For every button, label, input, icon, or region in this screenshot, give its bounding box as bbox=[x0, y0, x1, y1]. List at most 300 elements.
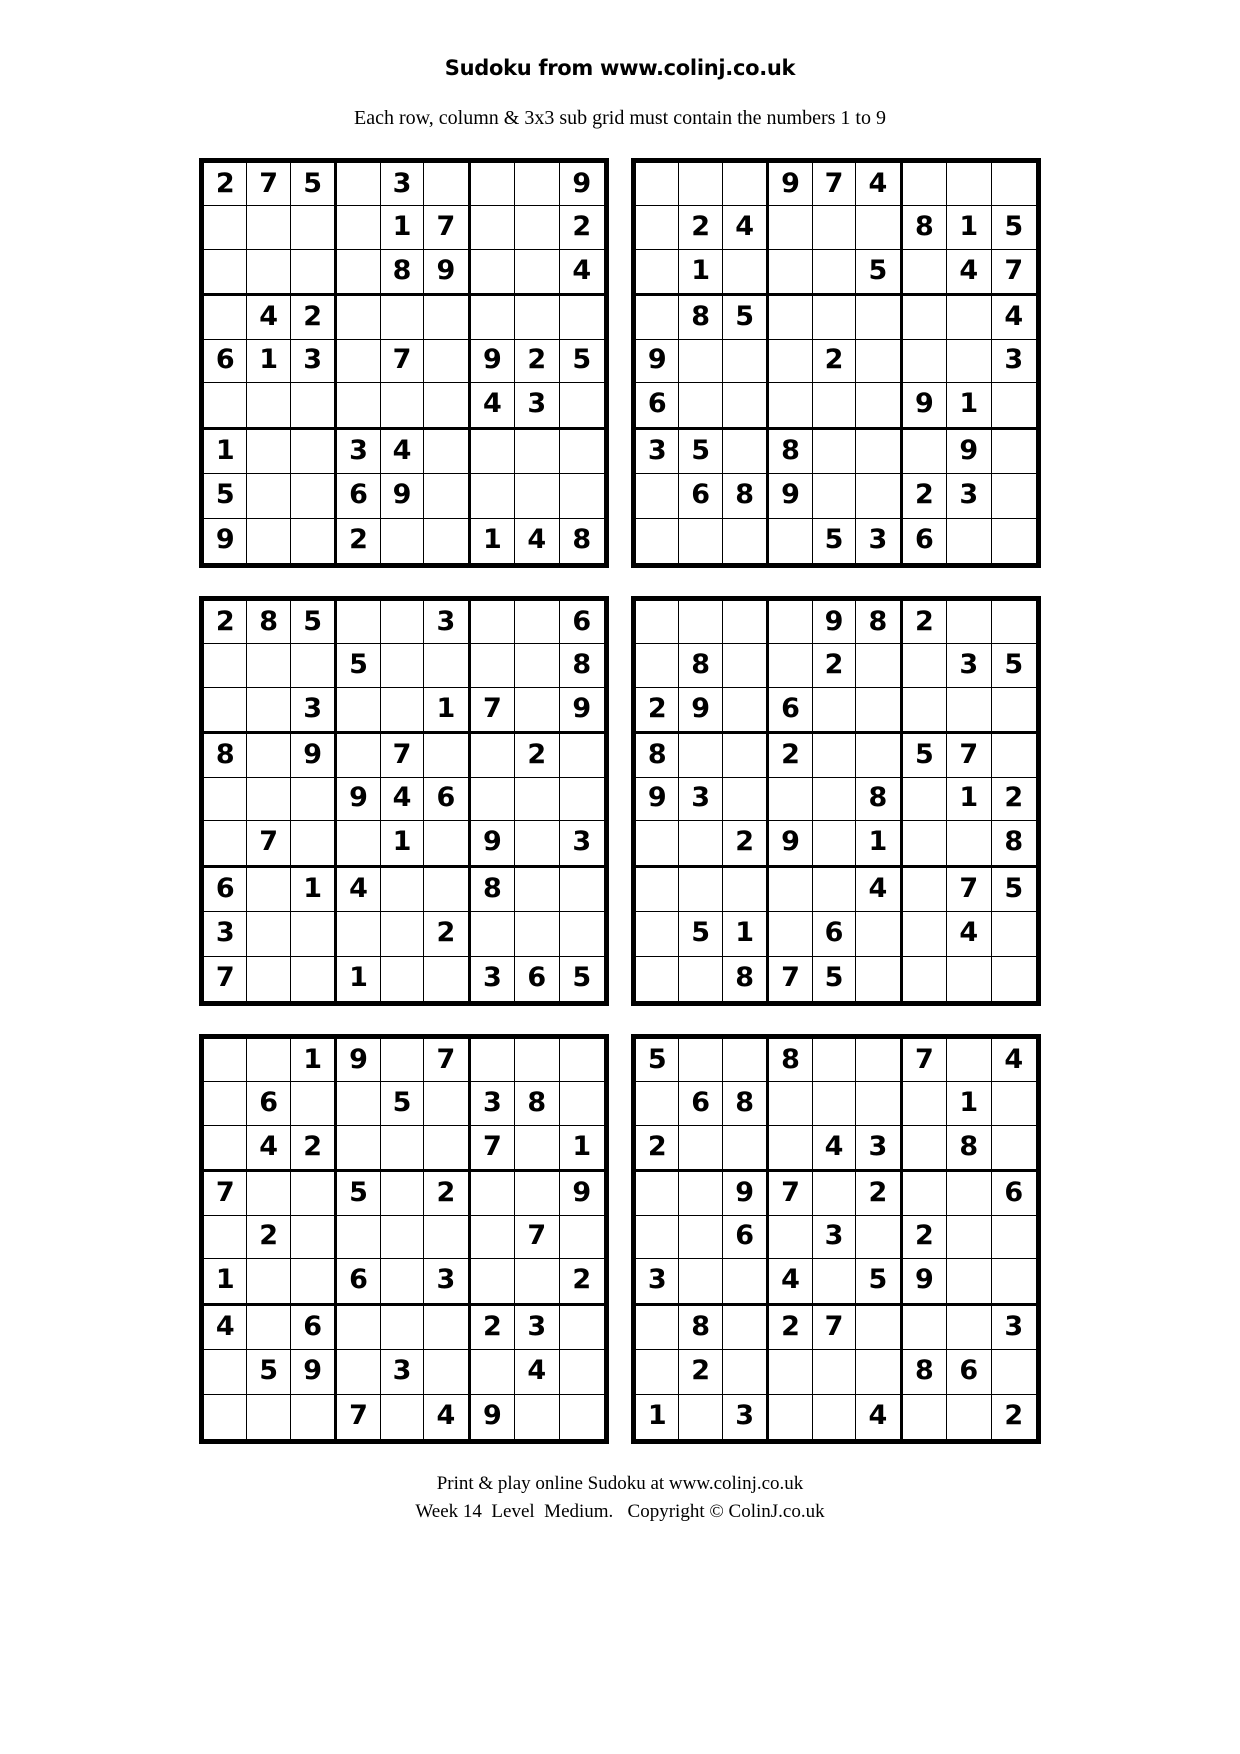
sudoku-cell[interactable]: 2 bbox=[903, 1216, 947, 1259]
sudoku-cell[interactable]: 9 bbox=[471, 340, 515, 383]
sudoku-cell[interactable]: 2 bbox=[515, 734, 559, 777]
sudoku-cell[interactable]: 6 bbox=[723, 1216, 766, 1259]
sudoku-cell[interactable] bbox=[679, 1172, 722, 1215]
sudoku-cell[interactable] bbox=[560, 868, 604, 912]
sudoku-cell[interactable]: 3 bbox=[303, 693, 322, 725]
sudoku-cell[interactable]: 8 bbox=[515, 1082, 559, 1125]
sudoku-cell[interactable]: 4 bbox=[436, 1400, 456, 1432]
sudoku-cell[interactable] bbox=[424, 340, 467, 383]
sudoku-cell[interactable] bbox=[515, 206, 559, 249]
sudoku-cell[interactable] bbox=[903, 821, 947, 864]
sudoku-cell[interactable]: 1 bbox=[204, 430, 247, 474]
sudoku-cell[interactable] bbox=[947, 601, 991, 644]
sudoku-cell[interactable]: 7 bbox=[247, 821, 290, 864]
sudoku-cell[interactable]: 5 bbox=[868, 1264, 888, 1296]
sudoku-cell[interactable] bbox=[679, 383, 722, 426]
sudoku-cell[interactable] bbox=[471, 734, 515, 777]
sudoku-cell[interactable] bbox=[560, 1350, 604, 1394]
sudoku-cell[interactable]: 2 bbox=[572, 1264, 592, 1296]
sudoku-cell[interactable]: 5 bbox=[560, 340, 604, 383]
sudoku-cell[interactable] bbox=[471, 163, 515, 206]
sudoku-cell[interactable] bbox=[204, 1126, 247, 1169]
sudoku-cell[interactable] bbox=[679, 821, 722, 864]
sudoku-cell[interactable] bbox=[471, 1350, 515, 1394]
sudoku-cell[interactable] bbox=[679, 340, 722, 383]
sudoku-cell[interactable] bbox=[247, 206, 290, 249]
sudoku-cell[interactable]: 4 bbox=[947, 250, 991, 293]
sudoku-cell[interactable] bbox=[291, 1082, 334, 1125]
sudoku-cell[interactable] bbox=[723, 340, 766, 383]
sudoku-cell[interactable] bbox=[291, 1172, 334, 1215]
sudoku-cell[interactable] bbox=[947, 1039, 991, 1082]
sudoku-cell[interactable] bbox=[515, 644, 559, 687]
sudoku-cell[interactable] bbox=[424, 1306, 467, 1350]
sudoku-cell[interactable] bbox=[903, 912, 947, 956]
sudoku-cell[interactable]: 7 bbox=[337, 1395, 380, 1439]
sudoku-cell[interactable] bbox=[903, 296, 947, 339]
sudoku-cell[interactable] bbox=[679, 1395, 722, 1439]
sudoku-cell[interactable] bbox=[636, 250, 679, 293]
sudoku-cell[interactable] bbox=[856, 296, 899, 339]
sudoku-cell[interactable]: 3 bbox=[572, 826, 592, 858]
sudoku-cell[interactable] bbox=[471, 601, 515, 644]
sudoku-cell[interactable]: 1 bbox=[947, 383, 991, 426]
sudoku-cell[interactable] bbox=[204, 1039, 247, 1082]
sudoku-cell[interactable] bbox=[337, 1350, 380, 1394]
sudoku-cell[interactable] bbox=[337, 734, 380, 777]
sudoku-cell[interactable] bbox=[247, 430, 290, 474]
sudoku-cell[interactable] bbox=[204, 250, 247, 293]
sudoku-cell[interactable] bbox=[515, 688, 559, 731]
sudoku-cell[interactable]: 9 bbox=[769, 163, 812, 206]
sudoku-cell[interactable]: 9 bbox=[769, 474, 812, 518]
sudoku-cell[interactable] bbox=[903, 1126, 947, 1169]
sudoku-cell[interactable] bbox=[381, 1395, 424, 1439]
sudoku-cell[interactable]: 7 bbox=[424, 1039, 467, 1082]
sudoku-cell[interactable]: 5 bbox=[337, 1172, 380, 1215]
sudoku-cell[interactable] bbox=[337, 688, 380, 731]
sudoku-cell[interactable]: 4 bbox=[381, 430, 424, 474]
sudoku-cell[interactable]: 8 bbox=[735, 962, 754, 994]
sudoku-cell[interactable] bbox=[337, 340, 380, 383]
sudoku-cell[interactable]: 4 bbox=[856, 868, 899, 912]
sudoku-cell[interactable] bbox=[247, 778, 290, 821]
sudoku-cell[interactable] bbox=[204, 778, 247, 821]
sudoku-cell[interactable]: 2 bbox=[560, 206, 604, 249]
sudoku-cell[interactable]: 6 bbox=[560, 601, 604, 644]
sudoku-cell[interactable] bbox=[381, 644, 424, 687]
sudoku-cell[interactable] bbox=[813, 430, 856, 474]
sudoku-cell[interactable]: 1 bbox=[471, 519, 515, 563]
sudoku-cell[interactable]: 4 bbox=[947, 912, 991, 956]
sudoku-cell[interactable] bbox=[471, 430, 515, 474]
sudoku-cell[interactable]: 7 bbox=[204, 1172, 247, 1215]
sudoku-cell[interactable]: 8 bbox=[1004, 826, 1024, 858]
sudoku-cell[interactable] bbox=[636, 912, 679, 956]
sudoku-cell[interactable]: 5 bbox=[291, 601, 334, 644]
sudoku-cell[interactable] bbox=[291, 1395, 334, 1439]
sudoku-cell[interactable]: 9 bbox=[291, 734, 334, 777]
sudoku-cell[interactable] bbox=[769, 519, 812, 563]
sudoku-cell[interactable]: 8 bbox=[381, 250, 424, 293]
sudoku-cell[interactable] bbox=[337, 821, 380, 864]
sudoku-cell[interactable] bbox=[723, 1350, 766, 1394]
sudoku-cell[interactable] bbox=[947, 1216, 991, 1259]
sudoku-cell[interactable] bbox=[636, 1350, 679, 1394]
sudoku-cell[interactable] bbox=[723, 250, 766, 293]
sudoku-cell[interactable]: 4 bbox=[723, 206, 766, 249]
sudoku-cell[interactable] bbox=[813, 1082, 856, 1125]
sudoku-cell[interactable] bbox=[381, 1172, 424, 1215]
sudoku-cell[interactable]: 3 bbox=[636, 1259, 679, 1302]
sudoku-cell[interactable] bbox=[679, 163, 722, 206]
sudoku-cell[interactable] bbox=[813, 1395, 856, 1439]
sudoku-cell[interactable]: 6 bbox=[769, 688, 812, 731]
sudoku-cell[interactable]: 6 bbox=[813, 912, 856, 956]
sudoku-cell[interactable] bbox=[337, 601, 380, 644]
sudoku-cell[interactable] bbox=[992, 430, 1036, 474]
sudoku-cell[interactable] bbox=[337, 206, 380, 249]
sudoku-cell[interactable] bbox=[515, 821, 559, 864]
sudoku-cell[interactable] bbox=[636, 519, 679, 563]
sudoku-cell[interactable]: 8 bbox=[903, 1350, 947, 1394]
sudoku-cell[interactable] bbox=[636, 601, 679, 644]
sudoku-cell[interactable]: 3 bbox=[204, 912, 247, 956]
sudoku-cell[interactable]: 9 bbox=[471, 1395, 515, 1439]
sudoku-cell[interactable]: 1 bbox=[337, 957, 380, 1001]
sudoku-cell[interactable] bbox=[903, 1082, 947, 1125]
sudoku-cell[interactable]: 9 bbox=[903, 1259, 947, 1302]
sudoku-cell[interactable] bbox=[471, 1216, 515, 1259]
sudoku-cell[interactable]: 5 bbox=[204, 474, 247, 518]
sudoku-cell[interactable]: 5 bbox=[572, 962, 592, 994]
sudoku-cell[interactable] bbox=[337, 1306, 380, 1350]
sudoku-cell[interactable]: 7 bbox=[769, 957, 812, 1001]
sudoku-cell[interactable] bbox=[291, 1216, 334, 1259]
sudoku-cell[interactable] bbox=[204, 296, 247, 339]
sudoku-cell[interactable] bbox=[856, 206, 899, 249]
sudoku-cell[interactable] bbox=[291, 250, 334, 293]
sudoku-cell[interactable] bbox=[947, 1172, 991, 1215]
sudoku-cell[interactable] bbox=[560, 912, 604, 956]
sudoku-cell[interactable] bbox=[247, 1039, 290, 1082]
sudoku-cell[interactable]: 3 bbox=[868, 524, 888, 556]
sudoku-cell[interactable] bbox=[247, 957, 290, 1001]
sudoku-cell[interactable] bbox=[515, 912, 559, 956]
sudoku-cell[interactable] bbox=[337, 383, 380, 426]
sudoku-cell[interactable] bbox=[291, 519, 334, 563]
sudoku-cell[interactable]: 9 bbox=[381, 474, 424, 518]
sudoku-cell[interactable] bbox=[903, 1172, 947, 1215]
sudoku-cell[interactable]: 6 bbox=[636, 383, 679, 426]
sudoku-cell[interactable] bbox=[471, 1039, 515, 1082]
sudoku-cell[interactable] bbox=[247, 250, 290, 293]
sudoku-cell[interactable] bbox=[947, 296, 991, 339]
sudoku-cell[interactable] bbox=[992, 601, 1036, 644]
sudoku-cell[interactable]: 3 bbox=[813, 1216, 856, 1259]
sudoku-cell[interactable] bbox=[204, 1216, 247, 1259]
sudoku-cell[interactable] bbox=[856, 383, 899, 426]
sudoku-cell[interactable]: 3 bbox=[992, 340, 1036, 383]
sudoku-cell[interactable]: 8 bbox=[903, 206, 947, 249]
sudoku-cell[interactable]: 4 bbox=[247, 1126, 290, 1169]
sudoku-cell[interactable] bbox=[204, 644, 247, 687]
sudoku-cell[interactable] bbox=[903, 163, 947, 206]
sudoku-cell[interactable] bbox=[636, 644, 679, 687]
sudoku-cell[interactable] bbox=[515, 601, 559, 644]
sudoku-cell[interactable]: 1 bbox=[947, 778, 991, 821]
sudoku-cell[interactable] bbox=[813, 296, 856, 339]
sudoku-cell[interactable] bbox=[381, 868, 424, 912]
sudoku-cell[interactable] bbox=[769, 296, 812, 339]
sudoku-cell[interactable] bbox=[424, 474, 467, 518]
sudoku-cell[interactable] bbox=[903, 957, 947, 1001]
sudoku-cell[interactable] bbox=[560, 296, 604, 339]
sudoku-cell[interactable]: 7 bbox=[1004, 255, 1024, 287]
sudoku-cell[interactable]: 9 bbox=[636, 340, 679, 383]
sudoku-cell[interactable] bbox=[636, 1082, 679, 1125]
sudoku-cell[interactable] bbox=[723, 1039, 766, 1082]
sudoku-cell[interactable] bbox=[471, 474, 515, 518]
sudoku-cell[interactable] bbox=[679, 601, 722, 644]
sudoku-cell[interactable] bbox=[813, 868, 856, 912]
sudoku-cell[interactable] bbox=[381, 688, 424, 731]
sudoku-cell[interactable]: 4 bbox=[992, 296, 1036, 339]
sudoku-cell[interactable]: 9 bbox=[813, 601, 856, 644]
sudoku-cell[interactable]: 3 bbox=[735, 1400, 754, 1432]
sudoku-cell[interactable]: 5 bbox=[636, 1039, 679, 1082]
sudoku-cell[interactable]: 4 bbox=[515, 519, 559, 563]
sudoku-cell[interactable] bbox=[204, 206, 247, 249]
sudoku-cell[interactable]: 2 bbox=[735, 826, 754, 858]
sudoku-cell[interactable] bbox=[381, 601, 424, 644]
sudoku-cell[interactable] bbox=[424, 1082, 467, 1125]
sudoku-cell[interactable]: 9 bbox=[337, 778, 380, 821]
sudoku-cell[interactable] bbox=[723, 644, 766, 687]
sudoku-cell[interactable]: 2 bbox=[204, 163, 247, 206]
sudoku-cell[interactable]: 4 bbox=[515, 1350, 559, 1394]
sudoku-cell[interactable] bbox=[992, 1216, 1036, 1259]
sudoku-cell[interactable] bbox=[992, 688, 1036, 731]
sudoku-cell[interactable] bbox=[247, 868, 290, 912]
sudoku-cell[interactable] bbox=[424, 1350, 467, 1394]
sudoku-cell[interactable] bbox=[337, 1216, 380, 1259]
sudoku-cell[interactable]: 5 bbox=[992, 206, 1036, 249]
sudoku-cell[interactable] bbox=[903, 430, 947, 474]
sudoku-cell[interactable] bbox=[291, 206, 334, 249]
sudoku-cell[interactable] bbox=[679, 868, 722, 912]
sudoku-cell[interactable]: 9 bbox=[679, 688, 722, 731]
sudoku-cell[interactable]: 2 bbox=[769, 1306, 812, 1350]
sudoku-cell[interactable]: 6 bbox=[515, 957, 559, 1001]
sudoku-cell[interactable] bbox=[992, 734, 1036, 777]
sudoku-cell[interactable] bbox=[247, 1306, 290, 1350]
sudoku-cell[interactable]: 5 bbox=[291, 163, 334, 206]
sudoku-cell[interactable] bbox=[992, 1082, 1036, 1125]
sudoku-cell[interactable] bbox=[992, 912, 1036, 956]
sudoku-cell[interactable]: 2 bbox=[424, 912, 467, 956]
sudoku-cell[interactable] bbox=[291, 383, 334, 426]
sudoku-cell[interactable]: 1 bbox=[572, 1131, 592, 1163]
sudoku-cell[interactable]: 3 bbox=[947, 644, 991, 687]
sudoku-cell[interactable] bbox=[723, 163, 766, 206]
sudoku-cell[interactable]: 5 bbox=[813, 519, 856, 563]
sudoku-cell[interactable]: 3 bbox=[337, 430, 380, 474]
sudoku-cell[interactable] bbox=[769, 601, 812, 644]
sudoku-cell[interactable]: 8 bbox=[947, 1126, 991, 1169]
sudoku-cell[interactable]: 7 bbox=[381, 340, 424, 383]
sudoku-cell[interactable] bbox=[769, 340, 812, 383]
sudoku-cell[interactable]: 5 bbox=[903, 734, 947, 777]
sudoku-cell[interactable]: 1 bbox=[723, 912, 766, 956]
sudoku-cell[interactable]: 9 bbox=[723, 1172, 766, 1215]
sudoku-cell[interactable] bbox=[723, 734, 766, 777]
sudoku-cell[interactable]: 7 bbox=[424, 206, 467, 249]
sudoku-cell[interactable]: 3 bbox=[381, 163, 424, 206]
sudoku-cell[interactable]: 8 bbox=[247, 601, 290, 644]
sudoku-cell[interactable] bbox=[636, 1172, 679, 1215]
sudoku-cell[interactable] bbox=[204, 1350, 247, 1394]
sudoku-cell[interactable] bbox=[204, 383, 247, 426]
sudoku-cell[interactable] bbox=[560, 1395, 604, 1439]
sudoku-cell[interactable] bbox=[471, 1259, 515, 1302]
sudoku-cell[interactable] bbox=[424, 383, 467, 426]
sudoku-cell[interactable]: 2 bbox=[515, 340, 559, 383]
sudoku-cell[interactable] bbox=[723, 778, 766, 821]
sudoku-cell[interactable]: 5 bbox=[679, 430, 722, 474]
sudoku-cell[interactable] bbox=[813, 250, 856, 293]
sudoku-cell[interactable]: 3 bbox=[381, 1350, 424, 1394]
sudoku-cell[interactable] bbox=[723, 1306, 766, 1350]
sudoku-cell[interactable] bbox=[471, 1172, 515, 1215]
sudoku-cell[interactable] bbox=[247, 912, 290, 956]
sudoku-cell[interactable] bbox=[515, 163, 559, 206]
sudoku-cell[interactable] bbox=[381, 1039, 424, 1082]
sudoku-cell[interactable] bbox=[992, 1126, 1036, 1169]
sudoku-cell[interactable]: 6 bbox=[204, 340, 247, 383]
sudoku-cell[interactable]: 6 bbox=[424, 778, 467, 821]
sudoku-cell[interactable]: 1 bbox=[679, 250, 722, 293]
sudoku-cell[interactable] bbox=[471, 644, 515, 687]
sudoku-cell[interactable] bbox=[723, 868, 766, 912]
sudoku-cell[interactable] bbox=[424, 957, 467, 1001]
sudoku-cell[interactable]: 1 bbox=[381, 821, 424, 864]
sudoku-cell[interactable]: 5 bbox=[723, 296, 766, 339]
sudoku-cell[interactable] bbox=[769, 250, 812, 293]
sudoku-cell[interactable] bbox=[247, 383, 290, 426]
sudoku-cell[interactable] bbox=[515, 1039, 559, 1082]
sudoku-cell[interactable] bbox=[813, 206, 856, 249]
sudoku-cell[interactable]: 2 bbox=[813, 644, 856, 687]
sudoku-cell[interactable]: 2 bbox=[903, 474, 947, 518]
sudoku-cell[interactable]: 7 bbox=[471, 688, 515, 731]
sudoku-cell[interactable] bbox=[560, 474, 604, 518]
sudoku-cell[interactable]: 7 bbox=[204, 957, 247, 1001]
sudoku-cell[interactable] bbox=[813, 778, 856, 821]
sudoku-cell[interactable] bbox=[247, 519, 290, 563]
sudoku-cell[interactable]: 9 bbox=[636, 778, 679, 821]
sudoku-cell[interactable]: 4 bbox=[381, 778, 424, 821]
sudoku-cell[interactable] bbox=[992, 1259, 1036, 1302]
sudoku-cell[interactable]: 4 bbox=[247, 296, 290, 339]
sudoku-cell[interactable]: 1 bbox=[636, 1395, 679, 1439]
sudoku-cell[interactable] bbox=[247, 1395, 290, 1439]
sudoku-cell[interactable] bbox=[992, 383, 1036, 426]
sudoku-cell[interactable]: 6 bbox=[337, 1259, 380, 1302]
sudoku-cell[interactable] bbox=[947, 1259, 991, 1302]
sudoku-cell[interactable]: 2 bbox=[769, 734, 812, 777]
sudoku-cell[interactable]: 8 bbox=[769, 1039, 812, 1082]
sudoku-cell[interactable]: 1 bbox=[291, 1039, 334, 1082]
sudoku-cell[interactable] bbox=[903, 1395, 947, 1439]
sudoku-cell[interactable]: 8 bbox=[723, 474, 766, 518]
sudoku-cell[interactable] bbox=[204, 821, 247, 864]
sudoku-cell[interactable] bbox=[471, 912, 515, 956]
sudoku-cell[interactable] bbox=[679, 957, 722, 1001]
sudoku-cell[interactable] bbox=[903, 340, 947, 383]
sudoku-cell[interactable]: 9 bbox=[471, 821, 515, 864]
sudoku-cell[interactable]: 2 bbox=[247, 1216, 290, 1259]
sudoku-cell[interactable] bbox=[515, 1395, 559, 1439]
sudoku-cell[interactable]: 2 bbox=[679, 1350, 722, 1394]
sudoku-cell[interactable] bbox=[381, 519, 424, 563]
sudoku-cell[interactable] bbox=[381, 912, 424, 956]
sudoku-cell[interactable]: 2 bbox=[813, 340, 856, 383]
sudoku-cell[interactable] bbox=[769, 644, 812, 687]
sudoku-cell[interactable]: 3 bbox=[636, 430, 679, 474]
sudoku-cell[interactable] bbox=[636, 474, 679, 518]
sudoku-cell[interactable]: 7 bbox=[903, 1039, 947, 1082]
sudoku-cell[interactable]: 4 bbox=[471, 383, 515, 426]
sudoku-cell[interactable] bbox=[247, 1259, 290, 1302]
sudoku-cell[interactable] bbox=[992, 519, 1036, 563]
sudoku-cell[interactable] bbox=[769, 1126, 812, 1169]
sudoku-cell[interactable]: 6 bbox=[204, 868, 247, 912]
sudoku-cell[interactable] bbox=[903, 688, 947, 731]
sudoku-cell[interactable]: 2 bbox=[471, 1306, 515, 1350]
sudoku-cell[interactable]: 8 bbox=[560, 644, 604, 687]
sudoku-cell[interactable]: 2 bbox=[636, 1126, 679, 1169]
sudoku-cell[interactable] bbox=[337, 1082, 380, 1125]
sudoku-cell[interactable]: 3 bbox=[515, 383, 559, 426]
sudoku-cell[interactable]: 4 bbox=[572, 255, 592, 287]
sudoku-cell[interactable]: 3 bbox=[868, 1131, 888, 1163]
sudoku-cell[interactable] bbox=[247, 1172, 290, 1215]
sudoku-cell[interactable]: 8 bbox=[679, 1306, 722, 1350]
sudoku-cell[interactable] bbox=[723, 383, 766, 426]
sudoku-cell[interactable]: 1 bbox=[247, 340, 290, 383]
sudoku-cell[interactable]: 6 bbox=[291, 1306, 334, 1350]
sudoku-cell[interactable]: 3 bbox=[471, 1082, 515, 1125]
sudoku-cell[interactable]: 9 bbox=[903, 383, 947, 426]
sudoku-cell[interactable]: 9 bbox=[560, 163, 604, 206]
sudoku-cell[interactable] bbox=[856, 340, 899, 383]
sudoku-cell[interactable] bbox=[636, 206, 679, 249]
sudoku-cell[interactable] bbox=[813, 474, 856, 518]
sudoku-cell[interactable]: 8 bbox=[572, 524, 592, 556]
sudoku-cell[interactable] bbox=[247, 474, 290, 518]
sudoku-cell[interactable] bbox=[723, 519, 766, 563]
sudoku-cell[interactable]: 4 bbox=[992, 1039, 1036, 1082]
sudoku-cell[interactable]: 2 bbox=[636, 688, 679, 731]
sudoku-cell[interactable]: 8 bbox=[636, 734, 679, 777]
sudoku-cell[interactable]: 8 bbox=[856, 778, 899, 821]
sudoku-cell[interactable]: 6 bbox=[903, 519, 947, 563]
sudoku-cell[interactable] bbox=[636, 821, 679, 864]
sudoku-cell[interactable] bbox=[381, 1259, 424, 1302]
sudoku-cell[interactable] bbox=[291, 1259, 334, 1302]
sudoku-cell[interactable] bbox=[636, 868, 679, 912]
